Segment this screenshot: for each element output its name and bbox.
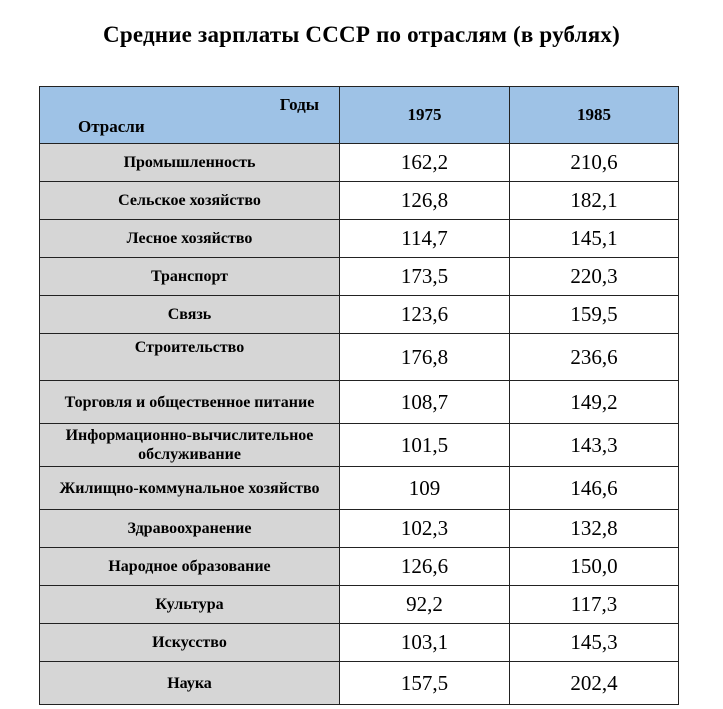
table-row [40,624,679,662]
branch-name: Сельское хозяйство [40,182,340,220]
branch-name: Информационно-вычислительное обслуживание [40,424,340,467]
value-1985: 210,6 [510,144,679,182]
value-1975: 123,6 [340,296,510,334]
table-row [40,296,679,334]
value-1975: 108,7 [340,381,510,424]
page-title: Средние зарплаты СССР по отраслям (в рублях) [103,22,620,47]
value-1985: 150,0 [510,548,679,586]
value-1985: 149,2 [510,381,679,424]
value-1985: 146,6 [510,467,679,510]
table-row [40,258,679,296]
value-1975: 114,7 [340,220,510,258]
value-1975: 101,5 [340,424,510,467]
branch-name: Культура [40,586,340,624]
years-label: Годы [279,95,319,114]
value-1975: 109 [340,467,510,510]
branch-name: Здравоохранение [40,510,340,548]
value-1975: 173,5 [340,258,510,296]
branch-name: Связь [40,296,340,334]
branch-name: Промышленность [40,144,340,182]
value-1985: 145,1 [510,220,679,258]
value-1975: 126,6 [340,548,510,586]
header-corner-cell [40,87,340,144]
branches-label: Отрасли [78,117,145,136]
table-row [40,334,679,381]
salary-table [39,86,679,705]
value-1985: 143,3 [510,424,679,467]
table-row [40,424,679,467]
value-1985: 117,3 [510,586,679,624]
value-1975: 162,2 [340,144,510,182]
branch-name: Народное образование [40,548,340,586]
value-1985: 145,3 [510,624,679,662]
branch-name: Транспорт [40,258,340,296]
table-header-row [40,87,679,144]
value-1985: 132,8 [510,510,679,548]
table-row [40,548,679,586]
value-1975: 102,3 [340,510,510,548]
year-1985-header: 1985 [510,87,679,144]
value-1975: 92,2 [340,586,510,624]
value-1975: 126,8 [340,182,510,220]
value-1985: 236,6 [510,334,679,381]
branch-name: Наука [40,662,340,705]
table-row [40,586,679,624]
branch-name: Торговля и общественное питание [40,381,340,424]
value-1975: 103,1 [340,624,510,662]
branch-name: Строительство [40,334,340,381]
table-row [40,510,679,548]
value-1985: 159,5 [510,296,679,334]
branch-name: Лесное хозяйство [40,220,340,258]
value-1985: 220,3 [510,258,679,296]
branch-name: Искусство [40,624,340,662]
table-row [40,182,679,220]
table-row [40,144,679,182]
value-1985: 202,4 [510,662,679,705]
branch-name: Жилищно-коммунальное хозяйство [40,467,340,510]
year-1975-header: 1975 [340,87,510,144]
table-row [40,381,679,424]
value-1985: 182,1 [510,182,679,220]
table-row [40,662,679,705]
table-row [40,220,679,258]
value-1975: 176,8 [340,334,510,381]
value-1975: 157,5 [340,662,510,705]
table-row [40,467,679,510]
